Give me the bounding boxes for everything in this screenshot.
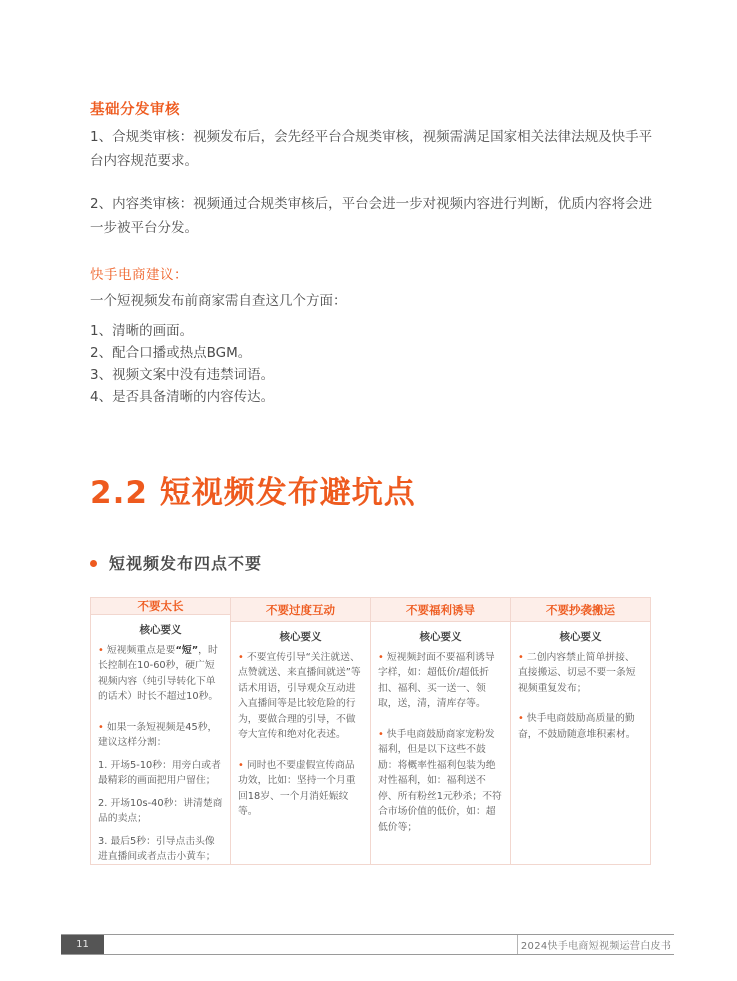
table-column-over-interaction xyxy=(231,598,371,864)
bullet-icon: • xyxy=(518,651,524,663)
emphasis-text: “短” xyxy=(175,644,199,656)
list-item: • 短视频封面不要福利诱导字样，如：超低价/超低折扣、福利、买一送一、领取，送，清，清库存等。 xyxy=(378,651,495,709)
four-donts-table xyxy=(90,597,651,865)
column-header: 不要太长 xyxy=(91,598,230,615)
table-column-too-long xyxy=(91,598,231,864)
suggestion-intro: 一个短视频发布前商家需自查这几个方面： xyxy=(90,293,347,309)
section-title: 2.2 短视频发布避坑点 xyxy=(90,475,416,511)
bullet-icon: • xyxy=(98,644,104,656)
list-item: 2. 开场10s-40秒：讲清楚商品的卖点； xyxy=(98,797,223,824)
core-label: 核心要义 xyxy=(419,631,462,643)
bullet-icon: • xyxy=(518,713,524,724)
basic-review-paragraph-2: 2、内容类审核：视频通过合规类审核后，平台会进一步对视频内容进行判断，优质内容将会进一步被平台分发。 xyxy=(90,196,653,236)
list-item: 3. 最后5秒：引导点击头像进直播间或者点击小黄车； xyxy=(98,835,216,862)
footer-spacer xyxy=(104,935,517,954)
suggestion-item-3: 3、视频文案中没有违禁词语。 xyxy=(90,367,275,383)
column-header: 不要过度互动 xyxy=(231,598,370,622)
bullet-icon: • xyxy=(378,728,384,740)
page-number: 11 xyxy=(61,935,104,954)
column-body xyxy=(371,622,510,850)
page-footer xyxy=(61,934,674,955)
core-label: 核心要义 xyxy=(279,631,322,643)
column-header: 不要抄袭搬运 xyxy=(511,598,650,622)
list-item: • 如果一条短视频是45秒，建议这样分割： xyxy=(98,721,218,748)
column-body xyxy=(231,622,370,835)
subsection-heading xyxy=(90,551,262,574)
footer-doc-title: 2024快手电商短视频运营白皮书 xyxy=(517,935,674,954)
basic-review-heading: 基础分发审核 xyxy=(90,102,180,118)
list-item: • 二创内容禁止简单拼接、直接搬运、切忌不要一条短视频重复发布； xyxy=(518,651,636,694)
suggestion-heading: 快手电商建议： xyxy=(90,267,188,283)
list-item: • 短视频重点是要“短”，时长控制在10-60秒，硬广短视频内容（纯引导转化下单的话术）时长不超过10秒。 xyxy=(98,644,219,702)
suggestion-item-4: 4、是否具备清晰的内容传达。 xyxy=(90,389,275,405)
column-body xyxy=(91,615,230,872)
list-item: • 快手电商鼓励商家宠粉发福利，但是以下这些不鼓励：将概率性福利包装为绝对性福利，如：福利送不停、所有粉丝1元秒杀；不符合市场价值的低价，如：超低价等； xyxy=(378,728,502,833)
core-label: 核心要义 xyxy=(559,631,602,643)
list-item: • 快手电商鼓励高质量的勤奋，不鼓励随意堆积素材。 xyxy=(518,713,636,740)
suggestion-item-2: 2、配合口播或热点BGM。 xyxy=(90,345,252,361)
column-header: 不要福利诱导 xyxy=(371,598,510,622)
suggestion-item-1: 1、清晰的画面。 xyxy=(90,323,194,339)
bullet-icon: • xyxy=(238,759,244,771)
list-item: • 不要宣传引导“关注就送、点赞就送、来直播间就送”等话术用语，引导观众互动进入直播间等是比较危险的行为，要做合理的引导，不做夸大宣传和绝对化表述。 xyxy=(238,651,361,740)
bullet-icon: • xyxy=(238,651,244,663)
list-item: 1. 开场5-10秒：用旁白或者最精彩的画面把用户留住； xyxy=(98,759,221,786)
table-column-plagiarism xyxy=(511,598,650,864)
table-column-benefit-inducement xyxy=(371,598,511,864)
subsection-heading-text: 短视频发布四点不要 xyxy=(109,554,263,573)
basic-review-paragraph-1: 1、合规类审核：视频发布后，会先经平台合规类审核，视频需满足国家相关法律法规及快手平台内容规范要求。 xyxy=(90,129,653,169)
core-label: 核心要义 xyxy=(139,624,182,636)
bullet-icon: • xyxy=(378,651,384,663)
column-body xyxy=(511,622,650,757)
bullet-icon: • xyxy=(98,721,104,733)
bullet-dot-icon xyxy=(90,560,97,567)
list-item: • 同时也不要虚假宣传商品功效，比如：坚持一个月重回18岁、一个月消妊娠纹等。 xyxy=(238,759,356,817)
